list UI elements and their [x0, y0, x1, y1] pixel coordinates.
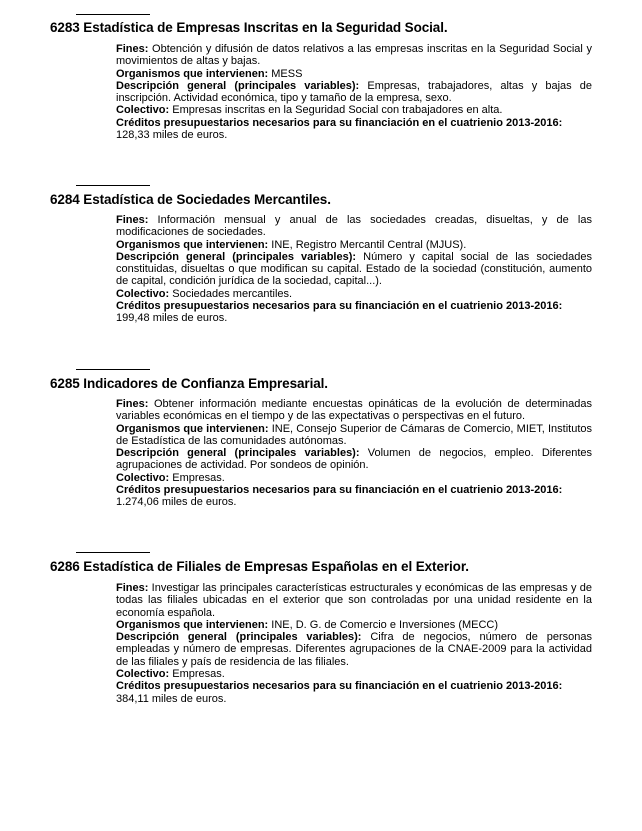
entry-body — [116, 398, 592, 509]
organismos-label: Organismos que intervienen: — [116, 618, 269, 631]
descripcion-paragraph — [116, 447, 592, 472]
entry-title: Estadística de Sociedades Mercantiles. — [83, 192, 331, 207]
descripcion-text: Empresas, trabajadores, altas y bajas de inscripción. Actividad económica, tipo y tamaño de la empresa, sexo. — [116, 79, 593, 105]
colectivo-label: Colectivo: — [116, 287, 170, 300]
fines-text: Obtener información mediante encuestas opináticas de la evolución de determinadas variables económicas en el tiempo y de las expectativas o perspectivas en el futuro. — [116, 398, 592, 423]
colectivo-text: Sociedades mercantiles. — [169, 287, 293, 300]
fines-label: Fines: — [116, 582, 149, 594]
colectivo-paragraph — [116, 288, 592, 300]
creditos-paragraph — [116, 680, 592, 705]
fines-paragraph — [116, 582, 592, 619]
descripcion-text: Cifra de negocios, número de personas empleadas y número de empresas. Diferentes agrupaciones de la CNAE-2009 para la actividad de las filiales y país de residencia de las filiales. — [116, 631, 593, 668]
descripcion-label: Descripción general (principales variables): — [116, 79, 360, 92]
creditos-label: Créditos presupuestarios necesarios para su financiación en el cuatrienio 2013-2016: — [116, 300, 563, 313]
organismos-text: INE, D. G. de Comercio e Inversiones (MECC) — [268, 618, 499, 631]
organismos-label: Organismos que intervienen: — [116, 67, 269, 80]
colectivo-paragraph — [116, 472, 592, 484]
entry-body — [116, 214, 592, 325]
separator-rule — [76, 552, 150, 553]
creditos-paragraph — [116, 117, 592, 142]
fines-text: Obtención y difusión de datos relativos a las empresas inscritas en la Seguridad Social y movimientos de altas y bajas. — [116, 43, 592, 68]
creditos-label: Créditos presupuestarios necesarios para su financiación en el cuatrienio 2013-2016: — [116, 680, 563, 693]
entry-number: 6284 — [50, 192, 80, 207]
colectivo-text: Empresas inscritas en la Seguridad Social con trabajadores en alta. — [169, 104, 503, 117]
colectivo-text: Empresas. — [169, 471, 225, 484]
creditos-text: 128,33 miles de euros. — [116, 129, 228, 142]
fines-text: Información mensual y anual de las sociedades creadas, disueltas, y de las modificaciones de sociedades. — [116, 214, 592, 239]
descripcion-label: Descripción general (principales variables): — [116, 447, 360, 460]
descripcion-paragraph — [116, 80, 592, 105]
entry-heading — [50, 559, 469, 575]
creditos-paragraph — [116, 484, 592, 509]
organismos-paragraph — [116, 423, 592, 448]
creditos-label: Créditos presupuestarios necesarios para su financiación en el cuatrienio 2013-2016: — [116, 484, 563, 497]
creditos-text: 199,48 miles de euros. — [116, 312, 228, 325]
descripcion-label: Descripción general (principales variables): — [116, 250, 357, 263]
organismos-paragraph — [116, 619, 592, 631]
organismos-paragraph — [116, 239, 592, 251]
colectivo-text: Empresas. — [169, 668, 225, 681]
creditos-paragraph — [116, 300, 592, 325]
descripcion-text: Número y capital social de las sociedades constituidas, disueltas o que modifican su capital. Estado de la sociedad (constitución, aumento de capital, condición jurídica de la sociedad, capital...). — [116, 250, 592, 288]
separator-rule — [76, 369, 150, 370]
entry-title: Estadística de Empresas Inscritas en la Seguridad Social. — [83, 20, 448, 35]
organismos-text: MESS — [268, 67, 303, 80]
descripcion-label: Descripción general (principales variables): — [116, 631, 362, 644]
fines-paragraph — [116, 43, 592, 68]
fines-label: Fines: — [116, 43, 149, 55]
entry-title: Estadística de Filiales de Empresas Españolas en el Exterior. — [83, 559, 469, 574]
entry-number: 6285 — [50, 376, 80, 391]
separator-rule — [76, 185, 150, 186]
fines-text: Investigar las principales características estructurales y económicas de las empresas y de todas las filiales ubicadas en el exterior que son controladas por una unidad residente en la economía española. — [116, 582, 592, 619]
entry-body — [116, 43, 592, 141]
entry-heading — [50, 192, 331, 208]
fines-label: Fines: — [116, 398, 149, 410]
entry-number: 6286 — [50, 559, 80, 574]
creditos-text: 1.274,06 miles de euros. — [116, 496, 237, 509]
descripcion-text: Volumen de negocios, empleo. Diferentes agrupaciones de actividad. Por sondeos de opinión. — [116, 447, 592, 472]
entry-heading — [50, 20, 448, 36]
organismos-label: Organismos que intervienen: — [116, 238, 269, 251]
fines-label: Fines: — [116, 214, 149, 226]
organismos-label: Organismos que intervienen: — [116, 422, 269, 435]
descripcion-paragraph — [116, 251, 592, 288]
fines-paragraph — [116, 214, 592, 239]
colectivo-label: Colectivo: — [116, 104, 170, 117]
organismos-paragraph — [116, 68, 592, 80]
entry-body — [116, 582, 592, 705]
entry-number: 6283 — [50, 20, 80, 35]
colectivo-paragraph — [116, 668, 592, 680]
creditos-label: Créditos presupuestarios necesarios para su financiación en el cuatrienio 2013-2016: — [116, 116, 563, 129]
separator-rule — [76, 14, 150, 15]
fines-paragraph — [116, 398, 592, 423]
colectivo-paragraph — [116, 104, 592, 116]
colectivo-label: Colectivo: — [116, 471, 170, 484]
entry-title: Indicadores de Confianza Empresarial. — [83, 376, 328, 391]
organismos-text: INE, Registro Mercantil Central (MJUS). — [268, 238, 467, 251]
descripcion-paragraph — [116, 631, 592, 668]
colectivo-label: Colectivo: — [116, 668, 170, 681]
creditos-text: 384,11 miles de euros. — [116, 692, 227, 705]
organismos-text: INE, Consejo Superior de Cámaras de Comercio, MIET, Institutos de Estadística de las comunidades autónomas. — [116, 422, 593, 447]
entry-heading — [50, 376, 328, 392]
